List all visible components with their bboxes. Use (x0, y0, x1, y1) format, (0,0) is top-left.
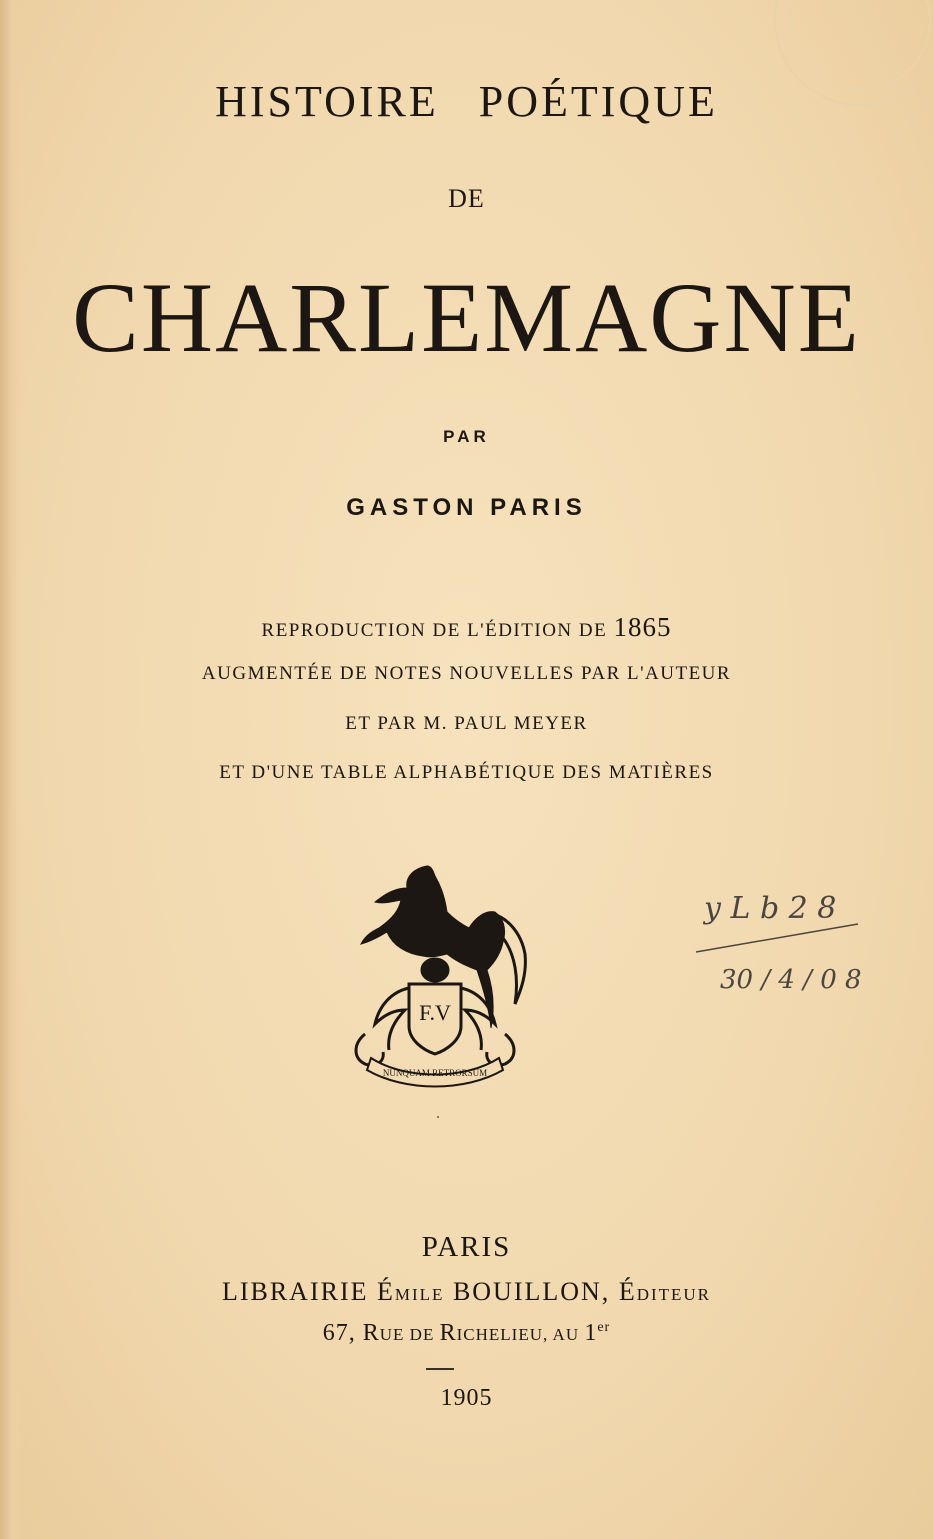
byline-par: PAR (443, 427, 490, 446)
publisher-surname: BOUILLON, (444, 1277, 619, 1306)
title-line-1 (0, 76, 933, 127)
address-floor-suffix: er (597, 1320, 611, 1335)
edition-note-line-1 (0, 612, 933, 643)
imprint-address (0, 1320, 933, 1347)
crest-motto: NUNQUAM RETRORSUM (382, 1068, 488, 1078)
title-word-poetique: POÉTIQUE (478, 77, 718, 126)
crest-monogram: F.V (419, 1000, 451, 1025)
imprint-divider (426, 1368, 454, 1370)
edition-note-line-3: ET PAR M. PAUL MEYER (345, 713, 588, 734)
title-connector: DE (448, 184, 485, 213)
publisher-first-initial: É (377, 1277, 395, 1306)
address-rue: UE DE (379, 1325, 440, 1344)
edition-note-line-4: ET D'UNE TABLE ALPHABÉTIQUE DES MATIÈRES (219, 762, 714, 783)
edition-year: 1865 (613, 612, 672, 642)
imprint-year: 1905 (440, 1385, 493, 1411)
address-street-initial: R (439, 1320, 457, 1346)
main-title: CHARLEMAGNE (72, 262, 861, 373)
speck (437, 1116, 439, 1118)
address-number: 67, R (322, 1320, 380, 1346)
edition-note-text: REPRODUCTION DE L'ÉDITION DE (261, 620, 614, 641)
imprint-city: PARIS (421, 1231, 512, 1263)
imprint-publisher (0, 1277, 933, 1307)
publisher-first-rest: MILE (394, 1285, 445, 1304)
title-word-histoire: HISTOIRE (215, 77, 439, 126)
shelfmark-line-2: 30 / 4 / 0 8 (720, 965, 862, 995)
pencil-shelfmark (690, 860, 890, 995)
publisher-role-rest: DITEUR (636, 1285, 712, 1304)
author-name: GASTON PARIS (346, 494, 587, 521)
rearing-horse-crest-icon (335, 858, 535, 1090)
publisher-librairie: LIBRAIRIE (221, 1277, 377, 1306)
address-street-rest: ICHELIEU, AU (456, 1325, 585, 1344)
edition-note-line-2: AUGMENTÉE DE NOTES NOUVELLES PAR L'AUTEUR (201, 663, 732, 684)
shelfmark-line-1: y L b 2 8 (704, 891, 837, 926)
address-floor: 1 (584, 1320, 598, 1346)
publisher-role-initial: É (618, 1277, 637, 1306)
